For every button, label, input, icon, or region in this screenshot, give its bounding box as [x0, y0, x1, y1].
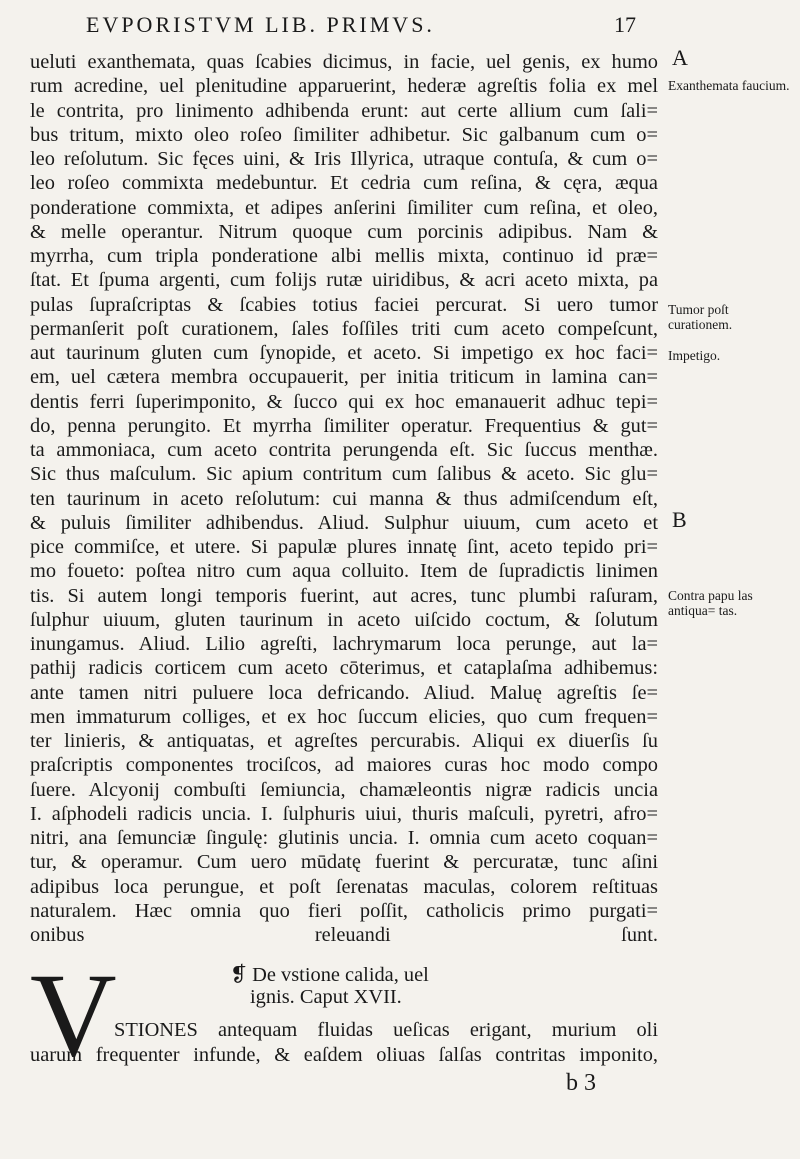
signature-mark: b 3	[566, 1070, 596, 1096]
text-line: & puluis ſimiliter adhibendus. Aliud. Sulphur uiuum, cum aceto et	[30, 511, 658, 534]
text-line: le contrita, pro linimento adhibenda erunt: aut certe allium cum ſali=	[30, 99, 658, 122]
text-line: leo reſolutum. Sic fęces uini, & Iris Illyrica, utraque contuſa, & cum o=	[30, 148, 658, 170]
text-line: pice commiſce, et utere. Si papulæ plures innatę ſint, aceto tepido pri=	[30, 536, 658, 558]
text-line: nitri, ana ſemunciæ ſingulę: glutinis uncia. I. omnia cum aceto coquan=	[30, 827, 658, 849]
running-head-title: EVPORISTVM LIB. PRIMVS.	[86, 12, 435, 37]
text-line: inungamus. Aliud. Lilio agreſti, lachrymarum loca perunge, aut la=	[30, 633, 658, 655]
margin-note-impetigo: Impetigo.	[668, 348, 721, 363]
text-line: ponderatione commixta, et adipes anſerini ſimiliter cum reſina, et oleo,	[30, 196, 658, 219]
text-line: adipibus loca perungue, et poſt ſerenatas maculas, colorem reſtituas	[30, 875, 658, 898]
text-line: mo foueto: poſtea nitro cum aqua colluito. Item de ſupradictis linimen	[30, 560, 658, 583]
text-line: naturalem. Hæc omnia quo fieri poſſit, catholicis primo purgati=	[30, 899, 658, 922]
margin-note-exanthemata: Exanthemata faucium.	[668, 78, 790, 93]
text-line: tis. Si autem longi temporis fuerint, aut acres, tunc plumbi raſuram,	[30, 584, 658, 607]
text-line: ueluti exanthemata, quas ſcabies dicimus, in facie, uel genis, ex humo	[30, 51, 658, 73]
chapter-text-line: STIONES antequam fluidas ueſicas erigant, murium oli	[114, 1019, 658, 1041]
text-line: ter linieris, & antiquatas, et agreſtes percurabis. Aliqui ex diuerſis ſu	[30, 730, 658, 752]
text-line: dentis ferri ſuperimponito, & ſucco qui ex hoc emanauerit adhuc tepi=	[30, 390, 658, 413]
text-line: permanſerit poſt curationem, ſales foſſiles triti cum aceto compeſcunt,	[30, 317, 658, 340]
text-line: leo roſeo commixta medebuntur. Et cedria cum reſina, & cęra, æqua	[30, 172, 658, 195]
text-line: bus tritum, mixto oleo roſeo ſimiliter adhibetur. Sic galbanum cum o=	[30, 123, 658, 146]
chapter-text-line: uarum frequenter infunde, & eaſdem oliuas ſalſas contritas imponito,	[30, 1043, 658, 1066]
chapter-text	[30, 1018, 658, 1067]
text-line: rum acredine, uel plenitudine apparuerint, hederæ agreſtis folia ex mel	[30, 75, 658, 98]
text-line: tur, & operamur. Cum uero mūdatę fuerint & percuratæ, tunc aſini	[30, 851, 658, 874]
chapter-title: ❡ De vstione calida, uel	[230, 964, 429, 986]
text-line: & melle operantur. Nitrum quoque cum porcinis adipibus. Nam &	[30, 220, 658, 243]
body-text	[30, 50, 658, 947]
chapter-heading-block	[30, 948, 658, 1081]
text-line: Sic thus maſculum. Sic apium contritum cum ſalibus & aceto. Sic glu=	[30, 463, 658, 486]
margin-letter-b: B	[672, 507, 687, 532]
text-line: pathij radicis corticem cum aceto cōterimus, et cataplaſma adhibemus:	[30, 657, 658, 680]
text-line: aut taurinum gluten cum ſynopide, et aceto. Si impetigo ex hoc faci=	[30, 342, 658, 364]
chapter-number: ignis. Caput XVII.	[250, 986, 402, 1008]
text-line: onibus releuandi ſunt.	[30, 924, 658, 946]
page-number: 17	[614, 12, 636, 37]
text-line: pulas ſupraſcriptas & ſcabies totius faciei percurat. Si uero tumor	[30, 293, 658, 316]
margin-letter-a: A	[672, 45, 688, 70]
text-line: ſulphur uiuum, gluten taurinum in aceto uiſcido coctum, & ſolutum	[30, 608, 658, 631]
text-line: do, penna perungito. Et myrrha ſimiliter operatur. Frequentius & gut=	[30, 414, 658, 437]
drop-capital: V	[30, 948, 117, 1081]
text-line: ſuere. Alcyonij combuſti ſemiuncia, chamæleontis nigræ radicis uncia	[30, 778, 658, 801]
text-line: praſcriptis componentes trociſcos, ad maiores curas hoc modo compo	[30, 754, 658, 777]
text-line: ta ammoniaca, cum aceto contrita perungenda eſt. Sic ſuccus menthæ.	[30, 439, 658, 461]
text-line: ſtat. Et ſpuma argenti, cum folijs rutæ uiridibus, & acri aceto mixta, pa	[30, 269, 658, 292]
margin-note-contra-papulas: Contra papu las antiqua= tas.	[668, 588, 753, 618]
text-line: myrrha, cum tripla ponderatione albi mellis mixta, continuo id præ=	[30, 245, 658, 267]
text-line: men immaturum colliges, et ex hoc ſuccum elicies, quo cum frequen=	[30, 705, 658, 728]
text-line: ante tamen nitri puluere loca defricando. Aliud. Maluę agreſtis ſe=	[30, 681, 658, 704]
text-line: I. aſphodeli radicis uncia. I. ſulphuris uiui, thuris maſculi, pyretri, afro=	[30, 802, 658, 825]
text-line: em, uel cætera membra occupauerit, per initia triticum in lamina can=	[30, 366, 658, 389]
margin-note-tumor: Tumor poſt curationem.	[668, 302, 733, 332]
text-line: ten taurinum in aceto reſolutum: cui manna & thus admiſcendum eſt,	[30, 487, 658, 510]
